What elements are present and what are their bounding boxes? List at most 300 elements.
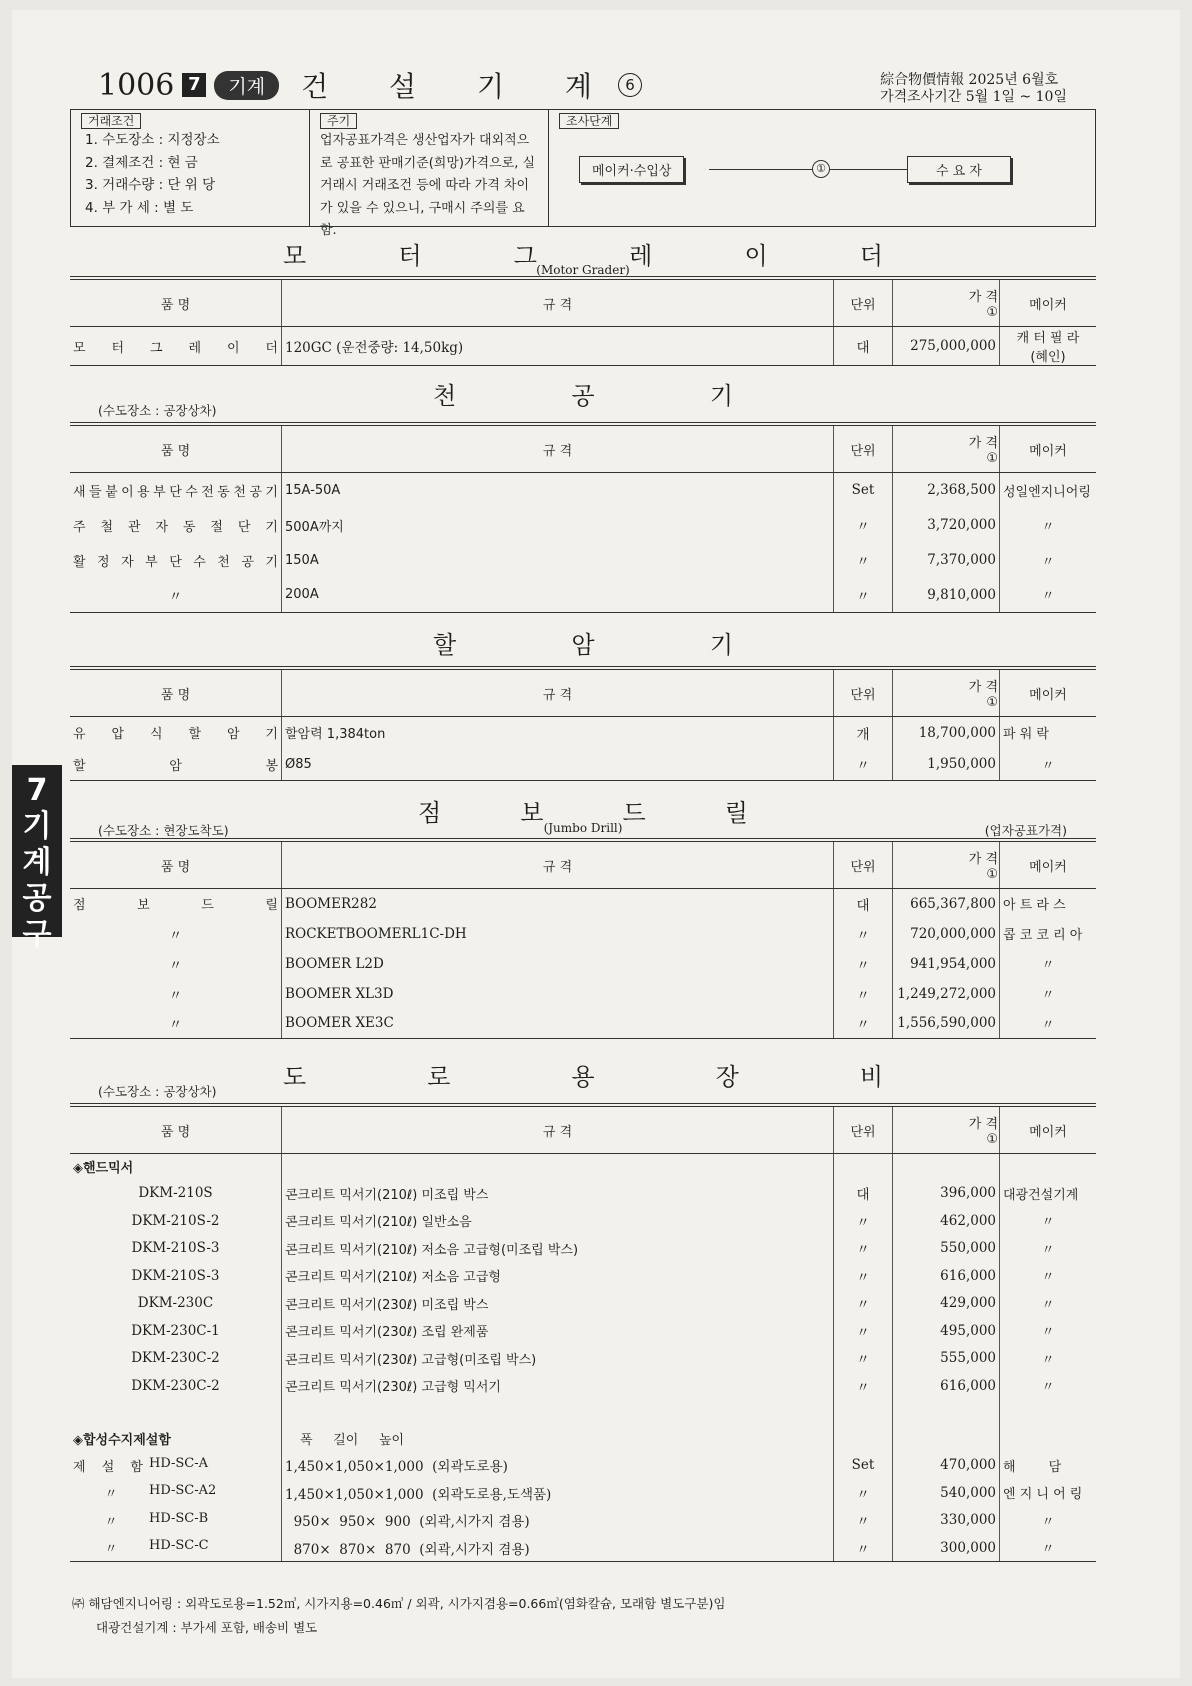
ditto-mark: 〃 bbox=[70, 1009, 282, 1039]
item-spec: BOOMER282 bbox=[282, 889, 834, 919]
item-unit: 〃 bbox=[834, 1317, 893, 1345]
item-name: DKM-210S-3 bbox=[70, 1235, 282, 1263]
item-price: 555,000 bbox=[893, 1345, 1000, 1373]
item-price: 330,000 bbox=[893, 1507, 1000, 1535]
item-maker: 〃 bbox=[1041, 1215, 1055, 1231]
name-wrap bbox=[73, 1456, 278, 1475]
item-spec: 1,450×1,050×1,000 (외곽도로용,도색품) bbox=[282, 1479, 834, 1507]
col-maker-header: 메이커 bbox=[1000, 278, 1097, 327]
title-char: 암 bbox=[571, 631, 595, 659]
item-unit: 〃 bbox=[834, 1507, 893, 1535]
item-spec: BOOMER XE3C bbox=[282, 1009, 834, 1039]
item-maker: 〃 bbox=[1041, 1270, 1055, 1286]
empty-cell bbox=[282, 1154, 834, 1180]
item-price: 396,000 bbox=[893, 1180, 1000, 1208]
title-char: 도 bbox=[283, 1063, 307, 1091]
item-price: 3,720,000 bbox=[893, 508, 1000, 543]
side-tab-char: 기 bbox=[22, 809, 52, 844]
item-spec: Ø85 bbox=[282, 749, 834, 781]
table-row bbox=[70, 979, 1096, 1009]
name-char: 식 bbox=[149, 727, 163, 743]
table-grader bbox=[70, 276, 1096, 366]
item-unit: 〃 bbox=[834, 979, 893, 1009]
col-spec-header: 규 격 bbox=[282, 668, 834, 717]
title-char: 레 bbox=[629, 242, 653, 270]
item-unit: 〃 bbox=[834, 919, 893, 949]
name-char: 자 bbox=[121, 554, 134, 570]
col-name-header: 품 명 bbox=[70, 840, 282, 889]
item-spec: 120GC (운전중량: 14,50kg) bbox=[282, 327, 834, 366]
item-maker: 〃 bbox=[1041, 554, 1055, 570]
name-char: 관 bbox=[127, 519, 141, 535]
item-unit: 대 bbox=[834, 327, 893, 366]
name-char: 기 bbox=[265, 484, 278, 500]
price-stage: ① bbox=[986, 1132, 998, 1147]
name-char: 동 bbox=[217, 484, 230, 500]
item-price: 616,000 bbox=[893, 1262, 1000, 1290]
table-row bbox=[70, 919, 1096, 949]
item-maker: 아 트 라 스 bbox=[1003, 898, 1066, 914]
price-stage: ① bbox=[986, 451, 998, 466]
title-char: 기 bbox=[709, 382, 733, 410]
item-unit: 〃 bbox=[834, 508, 893, 543]
name-char: 점 bbox=[73, 898, 86, 914]
item-maker: 파 워 락 bbox=[1003, 727, 1049, 743]
name-char: 이 bbox=[226, 340, 240, 356]
item-spec: 500A까지 bbox=[282, 508, 834, 543]
name-spread bbox=[73, 337, 278, 356]
item-spec: BOOMER XL3D bbox=[282, 979, 834, 1009]
item-spec: 콘크리트 믹서기(230ℓ) 미조립 박스 bbox=[282, 1290, 834, 1318]
item-unit: 〃 bbox=[834, 1207, 893, 1235]
category-badge: 기계 bbox=[214, 71, 279, 100]
name-char: 부 bbox=[153, 484, 166, 500]
price-stage: ① bbox=[986, 867, 998, 882]
title-number: 6 bbox=[618, 73, 642, 97]
name-char: 천 bbox=[217, 554, 230, 570]
empty-cell bbox=[834, 1426, 893, 1452]
item-name bbox=[70, 717, 282, 749]
table-row bbox=[70, 1235, 1096, 1263]
name-char: 들 bbox=[89, 484, 102, 500]
price-label: 가 격 bbox=[968, 852, 998, 867]
item-price: 550,000 bbox=[893, 1235, 1000, 1263]
item-name: DKM-210S bbox=[70, 1180, 282, 1208]
item-maker: 〃 bbox=[1000, 578, 1097, 613]
col-maker-header: 메이커 bbox=[1000, 840, 1097, 889]
title-char: 더 bbox=[859, 242, 883, 270]
item-maker: 〃 bbox=[1000, 749, 1097, 781]
name-char: 절 bbox=[210, 519, 223, 535]
name-char: 암 bbox=[169, 758, 182, 774]
col-unit-header: 단위 bbox=[834, 668, 893, 717]
table-header bbox=[70, 668, 1096, 717]
table-row bbox=[70, 1345, 1096, 1373]
col-name-header: 품 명 bbox=[70, 424, 282, 473]
item-unit: 〃 bbox=[834, 1262, 893, 1290]
col-price-header bbox=[893, 424, 1000, 473]
item-unit: 대 bbox=[834, 889, 893, 919]
group-header bbox=[70, 1154, 1096, 1180]
table-row bbox=[70, 473, 1096, 508]
table-row bbox=[70, 1452, 1096, 1480]
item-spec: 870× 870× 870 (외곽,시가지 겸용) bbox=[282, 1534, 834, 1562]
title-char: 용 bbox=[571, 1063, 595, 1091]
name-char: 활 bbox=[73, 554, 86, 570]
model-name: HD-SC-A bbox=[149, 1455, 209, 1471]
name-char: 붙 bbox=[105, 484, 118, 500]
name-char: 기 bbox=[265, 519, 278, 535]
footnote-2: 대광건설기계 : 부가세 포함, 배송비 별도 bbox=[96, 1620, 318, 1635]
name-char: 할 bbox=[188, 727, 202, 743]
table-jumbo bbox=[70, 838, 1096, 1039]
col-spec-header: 규 격 bbox=[282, 424, 834, 473]
item-maker: 엔 지 니 어 링 bbox=[1003, 1487, 1083, 1503]
page-number: 1006 bbox=[98, 67, 175, 103]
publication-info bbox=[880, 72, 1067, 106]
item-spec: 콘크리트 믹서기(210ℓ) 미조립 박스 bbox=[282, 1180, 834, 1208]
item-price: 1,249,272,000 bbox=[893, 979, 1000, 1009]
name-char: 천 bbox=[233, 484, 246, 500]
name-char: 수 bbox=[185, 484, 198, 500]
name-spread bbox=[73, 723, 278, 742]
empty-cell bbox=[834, 1400, 893, 1426]
side-tab-text bbox=[12, 773, 62, 953]
item-spec: 950× 950× 900 (외곽,시가지 겸용) bbox=[282, 1507, 834, 1535]
name-char: 이 bbox=[121, 484, 134, 500]
item-spec: 150A bbox=[282, 543, 834, 578]
table-row bbox=[70, 1534, 1096, 1562]
item-name: DKM-210S-3 bbox=[70, 1262, 282, 1290]
table-row bbox=[70, 889, 1096, 919]
item-name bbox=[70, 889, 282, 919]
name-spread bbox=[73, 481, 278, 500]
survey-period: 가격조사기간 5월 1일 ~ 10일 bbox=[880, 89, 1067, 105]
title-char: 천 bbox=[433, 382, 457, 410]
item-price: 1,950,000 bbox=[893, 749, 1000, 781]
price-label: 가 격 bbox=[968, 680, 998, 695]
col-unit-header: 단위 bbox=[834, 424, 893, 473]
item-name bbox=[70, 749, 282, 781]
item-name bbox=[70, 473, 282, 508]
name-char: 용 bbox=[137, 484, 150, 500]
item-maker: 〃 bbox=[1041, 519, 1055, 535]
table-row bbox=[70, 1009, 1096, 1039]
item-maker: 캐 터 필 라 (혜인) bbox=[1000, 327, 1097, 366]
model-name: HD-SC-B bbox=[149, 1510, 209, 1526]
col-price-header bbox=[893, 840, 1000, 889]
trade-conditions bbox=[71, 110, 310, 226]
item-price: 540,000 bbox=[893, 1479, 1000, 1507]
section-title-drill bbox=[70, 376, 1096, 411]
name-char: 동 bbox=[182, 519, 196, 535]
section-title-splitter bbox=[70, 625, 1096, 660]
item-unit: 대 bbox=[834, 1180, 893, 1208]
ditto-mark: 〃 bbox=[70, 979, 282, 1009]
empty-cell bbox=[1000, 1426, 1097, 1452]
item-maker: 〃 bbox=[1041, 958, 1055, 973]
item-name bbox=[70, 508, 282, 543]
side-tab-char: 7 bbox=[26, 773, 48, 808]
name-wrap bbox=[73, 1538, 278, 1557]
item-price: 665,367,800 bbox=[893, 889, 1000, 919]
spacer-row bbox=[70, 1400, 1096, 1426]
table-row bbox=[70, 949, 1096, 979]
item-price: 2,368,500 bbox=[893, 473, 1000, 508]
price-label: 가 격 bbox=[968, 290, 998, 305]
item-spec: ROCKETBOOMERL1C-DH bbox=[282, 919, 834, 949]
item-maker: 〃 bbox=[1041, 1352, 1055, 1368]
item-unit: Set bbox=[834, 1452, 893, 1480]
name-char: 할 bbox=[73, 758, 86, 774]
name-spread bbox=[73, 894, 278, 913]
group-header bbox=[70, 1426, 1096, 1452]
table-row bbox=[70, 717, 1096, 749]
col-spec-header: 규 격 bbox=[282, 840, 834, 889]
col-spec-header: 규 격 bbox=[282, 278, 834, 327]
col-price-header bbox=[893, 278, 1000, 327]
item-price: 300,000 bbox=[893, 1534, 1000, 1562]
col-price-header bbox=[893, 1105, 1000, 1154]
price-label: 가 격 bbox=[968, 1117, 998, 1132]
item-name bbox=[70, 1534, 282, 1562]
name-char: 터 bbox=[111, 340, 125, 356]
flow-line bbox=[709, 169, 909, 170]
name-char: 유 bbox=[73, 727, 86, 743]
name-char: 주 bbox=[73, 519, 86, 535]
item-name bbox=[70, 1479, 282, 1507]
item-spec: 할암력 1,384ton bbox=[282, 717, 834, 749]
item-maker: 〃 bbox=[1000, 1009, 1097, 1039]
stage-flow bbox=[579, 156, 1029, 182]
price-label: 가 격 bbox=[968, 436, 998, 451]
title-char: 릴 bbox=[724, 799, 748, 827]
item-name: DKM-230C-2 bbox=[70, 1345, 282, 1373]
item-price: 720,000,000 bbox=[893, 919, 1000, 949]
item-spec: 200A bbox=[282, 578, 834, 613]
table-row bbox=[70, 327, 1096, 366]
section-title-road bbox=[70, 1057, 1096, 1092]
side-tab-char: 구 bbox=[22, 917, 52, 952]
name-char: 기 bbox=[265, 727, 278, 743]
table-road bbox=[70, 1103, 1096, 1562]
empty-cell bbox=[893, 1154, 1000, 1180]
group-label: ◈핸드믹서 bbox=[70, 1154, 282, 1180]
item-spec: 15A-50A bbox=[282, 473, 834, 508]
table-header bbox=[70, 1105, 1096, 1154]
notes-block bbox=[310, 110, 549, 238]
item-name bbox=[70, 327, 282, 366]
name-prefix: 〃 bbox=[104, 1542, 118, 1557]
item-name: DKM-210S-2 bbox=[70, 1207, 282, 1235]
table-row bbox=[70, 1479, 1096, 1507]
table-row bbox=[70, 1372, 1096, 1400]
item-price: 429,000 bbox=[893, 1290, 1000, 1318]
col-maker-header: 메이커 bbox=[1000, 668, 1097, 717]
item-maker: 〃 bbox=[1000, 1534, 1097, 1562]
name-char: 모 bbox=[73, 340, 86, 356]
title-char: 드 bbox=[622, 799, 646, 827]
table-row bbox=[70, 508, 1096, 543]
item-spec: 콘크리트 믹서기(230ℓ) 고급형(미조립 박스) bbox=[282, 1345, 834, 1373]
col-maker-header: 메이커 bbox=[1000, 424, 1097, 473]
item-price: 495,000 bbox=[893, 1317, 1000, 1345]
item-maker: 〃 bbox=[1041, 1380, 1055, 1396]
col-unit-header: 단위 bbox=[834, 840, 893, 889]
side-tab-char: 계 bbox=[22, 845, 52, 880]
ditto-mark: 〃 bbox=[70, 919, 282, 949]
model-name: HD-SC-C bbox=[149, 1538, 209, 1553]
empty-cell bbox=[893, 1426, 1000, 1452]
item-spec: 콘크리트 믹서기(230ℓ) 고급형 믹서기 bbox=[282, 1372, 834, 1400]
item-maker: 대광건설기계 bbox=[1003, 1187, 1079, 1203]
item-unit: 〃 bbox=[834, 749, 893, 781]
table-row bbox=[70, 1180, 1096, 1208]
item-price: 616,000 bbox=[893, 1372, 1000, 1400]
page-title: 건 설 기 계 bbox=[301, 70, 618, 103]
col-name-header: 품 명 bbox=[70, 278, 282, 327]
item-spec: BOOMER L2D bbox=[282, 949, 834, 979]
conditions-box bbox=[70, 109, 1096, 238]
price-stage: ① bbox=[986, 695, 998, 710]
group-label: ◈합성수지제설함 bbox=[70, 1426, 282, 1452]
item-name: DKM-230C-1 bbox=[70, 1317, 282, 1345]
name-char: 공 bbox=[241, 554, 254, 570]
item-name: DKM-230C-2 bbox=[70, 1372, 282, 1400]
name-spread bbox=[73, 755, 278, 774]
col-unit-header: 단위 bbox=[834, 1105, 893, 1154]
ditto-mark: 〃 bbox=[70, 578, 282, 613]
item-unit: Set bbox=[834, 473, 893, 508]
name-char: 더 bbox=[265, 340, 278, 356]
item-price: 941,954,000 bbox=[893, 949, 1000, 979]
notes-text: 업자공표가격은 생산업자가 대외적으로 공표한 판매기준(희망)가격으로, 실거래시 거래조건 등에 따라 가격 차이가 있을 수 있으니, 구매시 주의를 요함. bbox=[320, 133, 536, 238]
name-char: 레 bbox=[188, 340, 202, 356]
title-char: 점 bbox=[418, 799, 442, 827]
item-name bbox=[70, 1452, 282, 1480]
model-name: HD-SC-A2 bbox=[149, 1483, 217, 1499]
name-char: 암 bbox=[226, 727, 240, 743]
name-char: 새 bbox=[73, 484, 86, 500]
col-spec-header: 규 격 bbox=[282, 1105, 834, 1154]
section-note-drill: (수도장소 : 공장상차) bbox=[98, 403, 217, 418]
name-spread bbox=[73, 516, 278, 535]
title-char: 이 bbox=[744, 242, 768, 270]
title-char: 터 bbox=[398, 242, 422, 270]
item-unit: 〃 bbox=[834, 1290, 893, 1318]
footnote-1: ㈜ 해담엔지니어링 : 외곽도로용=1.52㎥, 시가지용=0.46㎥ / 외곽, 시가지겸용=0.66㎥(염화칼슘, 모래함 별도구분)임 bbox=[72, 1596, 726, 1611]
side-tab-char: 공 bbox=[22, 881, 52, 916]
name-char: 자 bbox=[155, 519, 169, 535]
item-maker: 해 담 bbox=[1003, 1459, 1062, 1475]
section-subtitle-jumbo: (Jumbo Drill) bbox=[543, 821, 623, 835]
item-unit: 〃 bbox=[834, 578, 893, 613]
col-price-header bbox=[893, 668, 1000, 717]
survey-stage bbox=[549, 110, 1095, 226]
item-maker: 〃 bbox=[1041, 1297, 1055, 1313]
chapter-badge: 7 bbox=[182, 73, 206, 97]
table-header bbox=[70, 840, 1096, 889]
title-char: 장 bbox=[715, 1063, 739, 1091]
item-unit: 〃 bbox=[834, 1534, 893, 1562]
table-row bbox=[70, 1290, 1096, 1318]
name-prefix: 제 설 함 bbox=[73, 1459, 149, 1475]
section-note-jumbo: (수도장소 : 현장도착도) bbox=[98, 823, 229, 838]
name-char: 봉 bbox=[265, 758, 278, 774]
name-char: 철 bbox=[100, 519, 114, 535]
stage-from: 메이커·수입상 bbox=[579, 156, 684, 183]
item-name bbox=[70, 543, 282, 578]
item-maker: 〃 bbox=[1041, 1514, 1055, 1530]
name-char: 공 bbox=[249, 484, 262, 500]
title-char: 로 bbox=[427, 1063, 451, 1091]
item-spec: 콘크리트 믹서기(230ℓ) 조립 완제품 bbox=[282, 1317, 834, 1345]
item-maker: 콥 코 코 리 아 bbox=[1003, 928, 1083, 943]
maker-note: (혜인) bbox=[1030, 350, 1066, 365]
title-char: 모 bbox=[283, 242, 307, 270]
item-spec: 콘크리트 믹서기(210ℓ) 일반소음 bbox=[282, 1207, 834, 1235]
name-wrap bbox=[73, 1483, 278, 1502]
col-maker-header: 메이커 bbox=[1000, 1105, 1097, 1154]
name-char: 드 bbox=[201, 898, 214, 914]
title-char: 비 bbox=[859, 1063, 883, 1091]
col-name-header: 품 명 bbox=[70, 1105, 282, 1154]
ditto-mark: 〃 bbox=[70, 949, 282, 979]
item-unit: 〃 bbox=[834, 949, 893, 979]
table-row bbox=[70, 543, 1096, 578]
page-header bbox=[98, 65, 642, 105]
table-header bbox=[70, 278, 1096, 327]
name-char: 단 bbox=[237, 519, 251, 535]
name-char: 단 bbox=[169, 484, 182, 500]
dims-header: 폭 길이 높이 bbox=[282, 1426, 834, 1452]
title-char: 그 bbox=[513, 242, 537, 270]
name-prefix: 〃 bbox=[104, 1514, 118, 1530]
condition-line: 2. 결제조건 : 현 금 bbox=[85, 154, 198, 171]
table-row bbox=[70, 749, 1096, 781]
empty-cell bbox=[70, 1400, 282, 1426]
item-maker: 성일엔지니어링 bbox=[1003, 484, 1091, 500]
table-row bbox=[70, 1262, 1096, 1290]
name-char: 수 bbox=[193, 554, 206, 570]
item-spec: 콘크리트 믹서기(210ℓ) 저소음 고급형(미조립 박스) bbox=[282, 1235, 834, 1263]
empty-cell bbox=[282, 1400, 834, 1426]
item-unit: 〃 bbox=[834, 1479, 893, 1507]
name-char: 정 bbox=[97, 554, 110, 570]
table-row bbox=[70, 1507, 1096, 1535]
table-row bbox=[70, 1317, 1096, 1345]
item-price: 18,700,000 bbox=[893, 717, 1000, 749]
condition-line: 3. 거래수량 : 단 위 당 bbox=[85, 177, 216, 193]
section-note-road: (수도장소 : 공장상차) bbox=[98, 1084, 217, 1099]
name-prefix: 〃 bbox=[104, 1487, 118, 1503]
side-tab bbox=[12, 765, 62, 952]
table-splitter bbox=[70, 666, 1096, 781]
item-unit: 〃 bbox=[834, 543, 893, 578]
item-unit: 〃 bbox=[834, 1345, 893, 1373]
notes-tag: 주기 bbox=[320, 113, 357, 129]
name-char: 기 bbox=[265, 554, 278, 570]
name-char: 릴 bbox=[265, 898, 278, 914]
item-maker: 〃 bbox=[1041, 1242, 1055, 1258]
item-price: 1,556,590,000 bbox=[893, 1009, 1000, 1039]
empty-cell bbox=[1000, 1400, 1097, 1426]
empty-cell bbox=[893, 1400, 1000, 1426]
item-price: 462,000 bbox=[893, 1207, 1000, 1235]
name-spread bbox=[73, 551, 278, 570]
item-unit: 〃 bbox=[834, 1372, 893, 1400]
price-stage: ① bbox=[986, 305, 998, 320]
